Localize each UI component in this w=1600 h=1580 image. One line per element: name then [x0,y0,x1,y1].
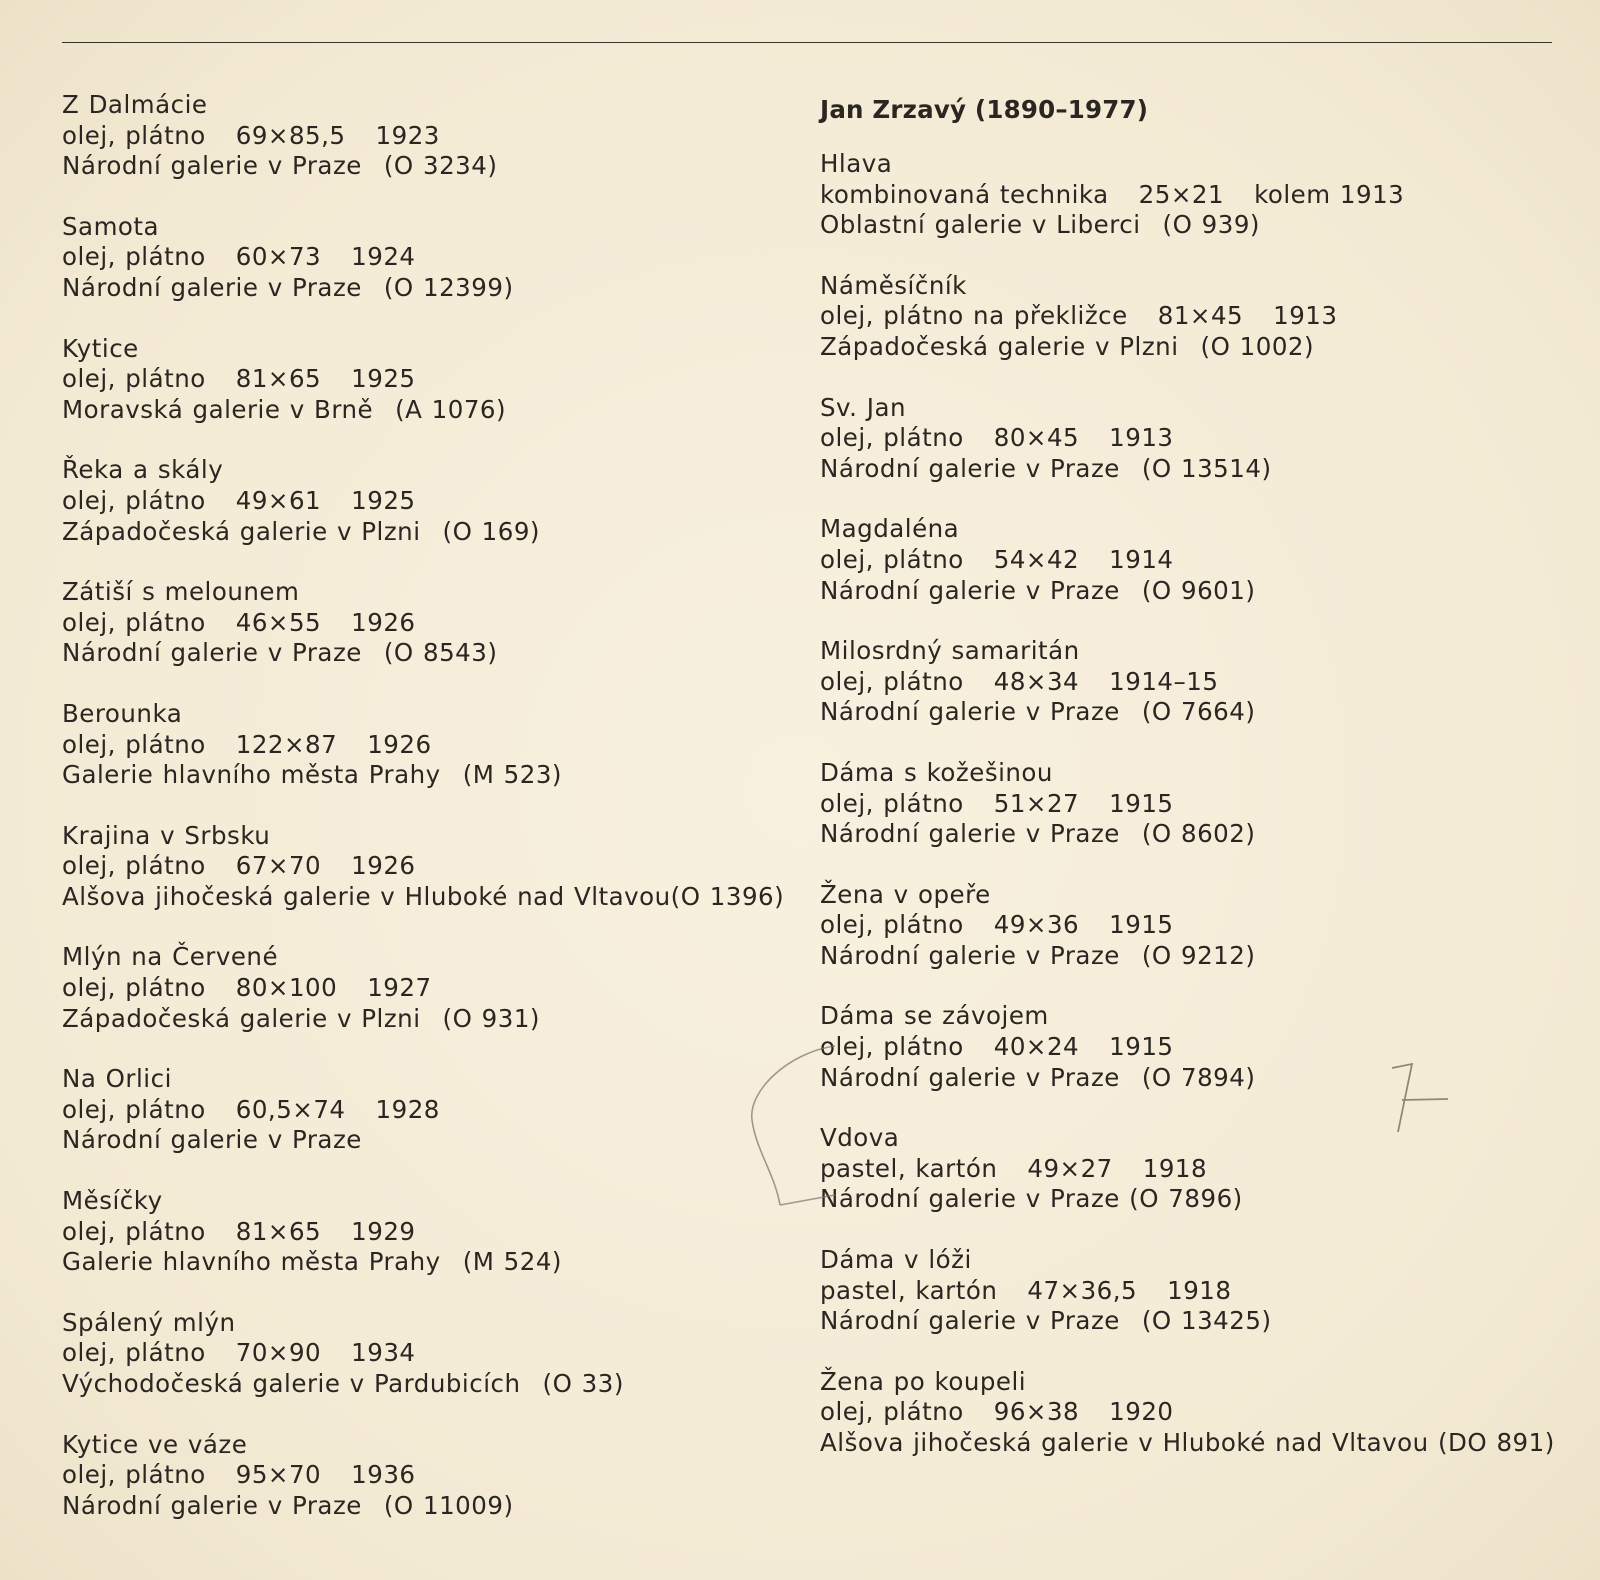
artwork-dimensions: 40×24 [993,1032,1080,1062]
inventory-number: (O 13514) [1141,453,1272,483]
collection-name: Oblastní galerie v Liberci [820,210,1141,240]
inventory-number: (O 939) [1162,210,1260,240]
artwork-medium: olej, plátno [820,423,964,453]
artwork-collection-line [820,210,1580,241]
artwork-year: 1918 [1142,1153,1208,1183]
collection-name: Národní galerie v Praze [62,151,362,181]
artwork-dimensions: 54×42 [993,544,1080,574]
artwork-medium: olej, plátno [820,910,964,940]
artwork-medium: kombinovaná technika [820,179,1109,209]
catalogue-entry [62,821,802,913]
artwork-medium: olej, plátno [62,607,206,637]
collection-name: Národní galerie v Praze [820,819,1120,849]
artwork-medium: olej, plátno [62,729,206,759]
catalogue-entry [820,1245,1580,1337]
collection-name: Národní galerie v Praze [62,1490,362,1520]
artwork-medium: olej, plátno na překližce [820,301,1128,331]
artwork-year: 1926 [367,729,432,759]
catalogue-entry [820,1123,1580,1215]
artwork-details [820,180,1580,211]
artwork-collection-line [820,941,1580,972]
artwork-dimensions: 49×61 [235,485,322,515]
catalogue-entry [62,455,802,547]
artwork-title: Dáma se závojem [820,1001,1049,1031]
artwork-dimensions: 95×70 [235,1460,322,1490]
catalogue-entry [62,1064,802,1156]
artwork-year: 1929 [351,1216,416,1246]
catalogue-entry [820,758,1580,850]
collection-name: Národní galerie v Praze [820,1306,1120,1336]
artwork-details [62,851,802,882]
artwork-dimensions: 70×90 [235,1338,322,1368]
artwork-collection-line [820,819,1580,850]
artwork-year: 1924 [351,242,416,272]
artwork-medium: olej, plátno [62,485,206,515]
catalogue-entry [820,880,1580,972]
artwork-details [62,1095,802,1126]
collection-name: Národní galerie v Praze [820,575,1120,605]
collection-name: Západočeská galerie v Plzni [820,331,1179,361]
artwork-details [820,910,1580,941]
artwork-dimensions: 60×73 [235,242,322,272]
artwork-year: 1914–15 [1109,666,1219,696]
artwork-year: 1918 [1167,1275,1232,1305]
right-column [820,90,1580,1489]
artwork-title: Spálený mlýn [62,1307,236,1337]
collection-name: Západočeská galerie v Plzni [62,516,421,546]
collection-name: Národní galerie v Praze [62,1125,362,1155]
artwork-collection-line [62,1491,802,1522]
artwork-title: Berounka [62,698,183,728]
collection-name: Alšova jihočeská galerie v Hluboké nad Vltavou [62,881,671,911]
artwork-collection-line [820,576,1580,607]
artwork-title: Žena po koupeli [820,1366,1027,1396]
artwork-title: Hlava [820,149,893,178]
artwork-collection-line [820,454,1580,485]
artwork-medium: olej, plátno [62,1094,206,1124]
artwork-medium: olej, plátno [820,544,964,574]
artwork-year: 1928 [375,1094,440,1124]
collection-name: Galerie hlavního města Prahy [62,1247,441,1277]
catalogue-entry [62,1430,802,1522]
artwork-medium: olej, plátno [62,1460,206,1490]
artwork-collection-line [820,1184,1580,1215]
artwork-year: 1925 [351,485,416,515]
artwork-dimensions: 96×38 [993,1397,1080,1427]
artwork-medium: olej, plátno [62,851,206,881]
artwork-details [62,1217,802,1248]
inventory-number: (O 7664) [1141,697,1256,727]
artwork-details [820,423,1580,454]
artwork-collection-line [820,332,1580,363]
artwork-year: 1927 [367,973,432,1003]
artwork-dimensions: 80×100 [235,973,338,1003]
catalogue-entry [820,636,1580,728]
collection-name: Národní galerie v Praze [62,272,362,302]
artwork-title: Náměsíčník [820,270,967,300]
artwork-dimensions: 60,5×74 [235,1094,346,1124]
catalogue-entry [62,577,802,669]
collection-name: Národní galerie v Praze [820,940,1120,970]
artwork-year: 1913 [1109,423,1174,453]
inventory-number: (O 33) [542,1369,624,1398]
artwork-year: 1934 [351,1338,416,1368]
collection-name: Západočeská galerie v Plzni [62,1003,421,1033]
artwork-medium: olej, plátno [62,120,206,150]
artwork-year: 1913 [1273,301,1338,331]
artwork-title: Kytice [62,333,139,363]
artwork-year: 1915 [1109,1032,1174,1062]
artwork-collection-line [62,1247,802,1278]
artwork-collection-line [820,1428,1580,1459]
artwork-medium: olej, plátno [62,364,206,394]
catalogue-entry [820,393,1580,485]
collection-name: Národní galerie v Praze [62,638,362,668]
inventory-number: (M 524) [462,1247,562,1277]
artwork-dimensions: 47×36,5 [1027,1275,1138,1305]
artwork-dimensions: 122×87 [235,729,338,759]
inventory-number: (O 12399) [383,272,514,302]
artwork-collection-line [62,638,802,669]
catalogue-entry [62,1186,802,1278]
artwork-dimensions: 67×70 [235,851,322,881]
artwork-title: Milosrdný samaritán [820,636,1080,666]
artwork-medium: olej, plátno [820,1397,964,1427]
catalogue-entry [62,699,802,791]
inventory-number: (O 9601) [1141,575,1256,605]
artwork-year: 1915 [1109,910,1174,940]
catalogue-entry [62,942,802,1034]
artwork-title: Dáma s kožešinou [820,757,1053,787]
artwork-details [62,1460,802,1491]
inventory-number: (O 7894) [1141,1062,1256,1092]
artwork-title: Žena v opeře [820,879,991,909]
artwork-medium: olej, plátno [820,666,964,696]
artwork-details [62,730,802,761]
artwork-title: Samota [62,211,160,241]
artwork-dimensions: 81×45 [1157,301,1244,331]
artwork-medium: olej, plátno [62,973,206,1003]
artwork-collection-line [62,273,802,304]
inventory-number: (O 8602) [1141,819,1256,849]
artwork-title: Dáma v lóži [820,1245,972,1275]
inventory-number: (O 1396) [670,881,785,911]
collection-name: Národní galerie v Praze [820,453,1120,483]
artwork-year: 1920 [1109,1397,1174,1427]
artwork-collection-line [62,1125,802,1156]
artwork-title: Magdaléna [820,514,960,544]
catalogue-entry [62,90,802,182]
author-heading: Jan Zrzavý (1890–1977) [820,95,1149,124]
artwork-year: kolem 1913 [1254,179,1405,209]
artwork-year: 1915 [1109,788,1174,818]
inventory-number: (DO 891) [1437,1428,1555,1457]
artwork-medium: pastel, kartón [820,1153,998,1183]
inventory-number: (O 8543) [383,638,498,668]
inventory-number: (O 13425) [1141,1306,1272,1336]
inventory-number: (O 7896) [1129,1184,1243,1214]
artwork-dimensions: 80×45 [993,423,1080,453]
artwork-details [820,1397,1580,1428]
artwork-details [62,121,802,152]
catalogue-entry [820,1367,1580,1459]
collection-name: Národní galerie v Praze [820,1062,1120,1092]
catalogue-entry [820,271,1580,363]
artwork-collection-line [62,151,802,182]
artwork-details [62,973,802,1004]
top-rule [62,42,1552,43]
artwork-dimensions: 49×27 [1027,1153,1113,1183]
inventory-number: (O 931) [442,1003,540,1033]
artwork-title: Na Orlici [62,1064,172,1094]
artwork-year: 1926 [351,607,416,637]
catalogue-entry [62,334,802,426]
artwork-title: Kytice ve váze [62,1429,248,1459]
catalogue-entry [820,149,1580,241]
artwork-details [62,242,802,273]
inventory-number: (O 169) [442,516,540,546]
artwork-year: 1936 [351,1460,416,1490]
artwork-medium: olej, plátno [820,788,964,818]
artwork-dimensions: 81×65 [235,1216,322,1246]
artwork-year: 1926 [351,851,416,881]
artwork-details [62,486,802,517]
artwork-collection-line [820,1063,1580,1094]
artwork-dimensions: 48×34 [993,666,1080,696]
inventory-number: (O 9212) [1141,940,1256,970]
artwork-collection-line [820,697,1580,728]
artwork-medium: olej, plátno [62,242,206,272]
artwork-collection-line [62,395,802,426]
collection-name: Alšova jihočeská galerie v Hluboké nad Vltavou [820,1428,1429,1457]
artwork-year: 1914 [1109,544,1174,574]
collection-name: Galerie hlavního města Prahy [62,760,441,790]
artwork-details [820,301,1580,332]
artwork-year: 1925 [351,364,416,394]
collection-name: Národní galerie v Praze [820,697,1120,727]
collection-name: Východočeská galerie v Pardubicích [62,1369,521,1398]
artwork-year: 1923 [375,120,440,150]
artwork-title: Sv. Jan [820,392,906,422]
artwork-title: Krajina v Srbsku [62,820,271,850]
artwork-title: Mlýn na Červené [62,942,279,972]
artwork-details [820,789,1580,820]
catalogue-entry [62,1308,802,1400]
artwork-collection-line [62,1004,802,1035]
artwork-dimensions: 69×85,5 [235,120,346,150]
artwork-dimensions: 49×36 [993,910,1080,940]
artwork-details [820,1032,1580,1063]
artwork-details [62,364,802,395]
inventory-number: (A 1076) [395,394,507,424]
artwork-dimensions: 51×27 [993,788,1080,818]
artwork-details [820,667,1580,698]
inventory-number: (O 11009) [383,1490,514,1520]
catalogue-entry [820,514,1580,606]
catalogue-entry [820,1001,1580,1093]
artwork-collection-line [62,517,802,548]
artwork-medium: olej, plátno [62,1216,206,1246]
collection-name: Moravská galerie v Brně [62,394,374,424]
artwork-details [820,545,1580,576]
artwork-dimensions: 81×65 [235,364,322,394]
left-column [62,90,802,1551]
artwork-title: Z Dalmácie [62,90,208,119]
artwork-details [62,608,802,639]
artwork-collection-line [62,882,802,913]
artwork-medium: olej, plátno [62,1338,206,1368]
artwork-collection-line [820,1306,1580,1337]
artwork-collection-line [62,1369,802,1400]
artwork-title: Vdova [820,1123,900,1153]
artwork-details [820,1154,1580,1185]
artwork-details [820,1276,1580,1307]
artwork-title: Zátiší s melounem [62,577,300,607]
inventory-number: (M 523) [462,760,562,790]
artwork-medium: olej, plátno [820,1032,964,1062]
artwork-collection-line [62,760,802,791]
artwork-medium: pastel, kartón [820,1275,998,1305]
artwork-title: Řeka a skály [62,455,224,485]
collection-name: Národní galerie v Praze [820,1184,1120,1214]
artwork-title: Měsíčky [62,1186,163,1216]
inventory-number: (O 3234) [383,151,498,181]
artwork-dimensions: 25×21 [1138,179,1225,209]
artwork-dimensions: 46×55 [235,607,322,637]
artwork-details [62,1338,802,1369]
inventory-number: (O 1002) [1200,331,1315,361]
catalogue-entry [62,212,802,304]
